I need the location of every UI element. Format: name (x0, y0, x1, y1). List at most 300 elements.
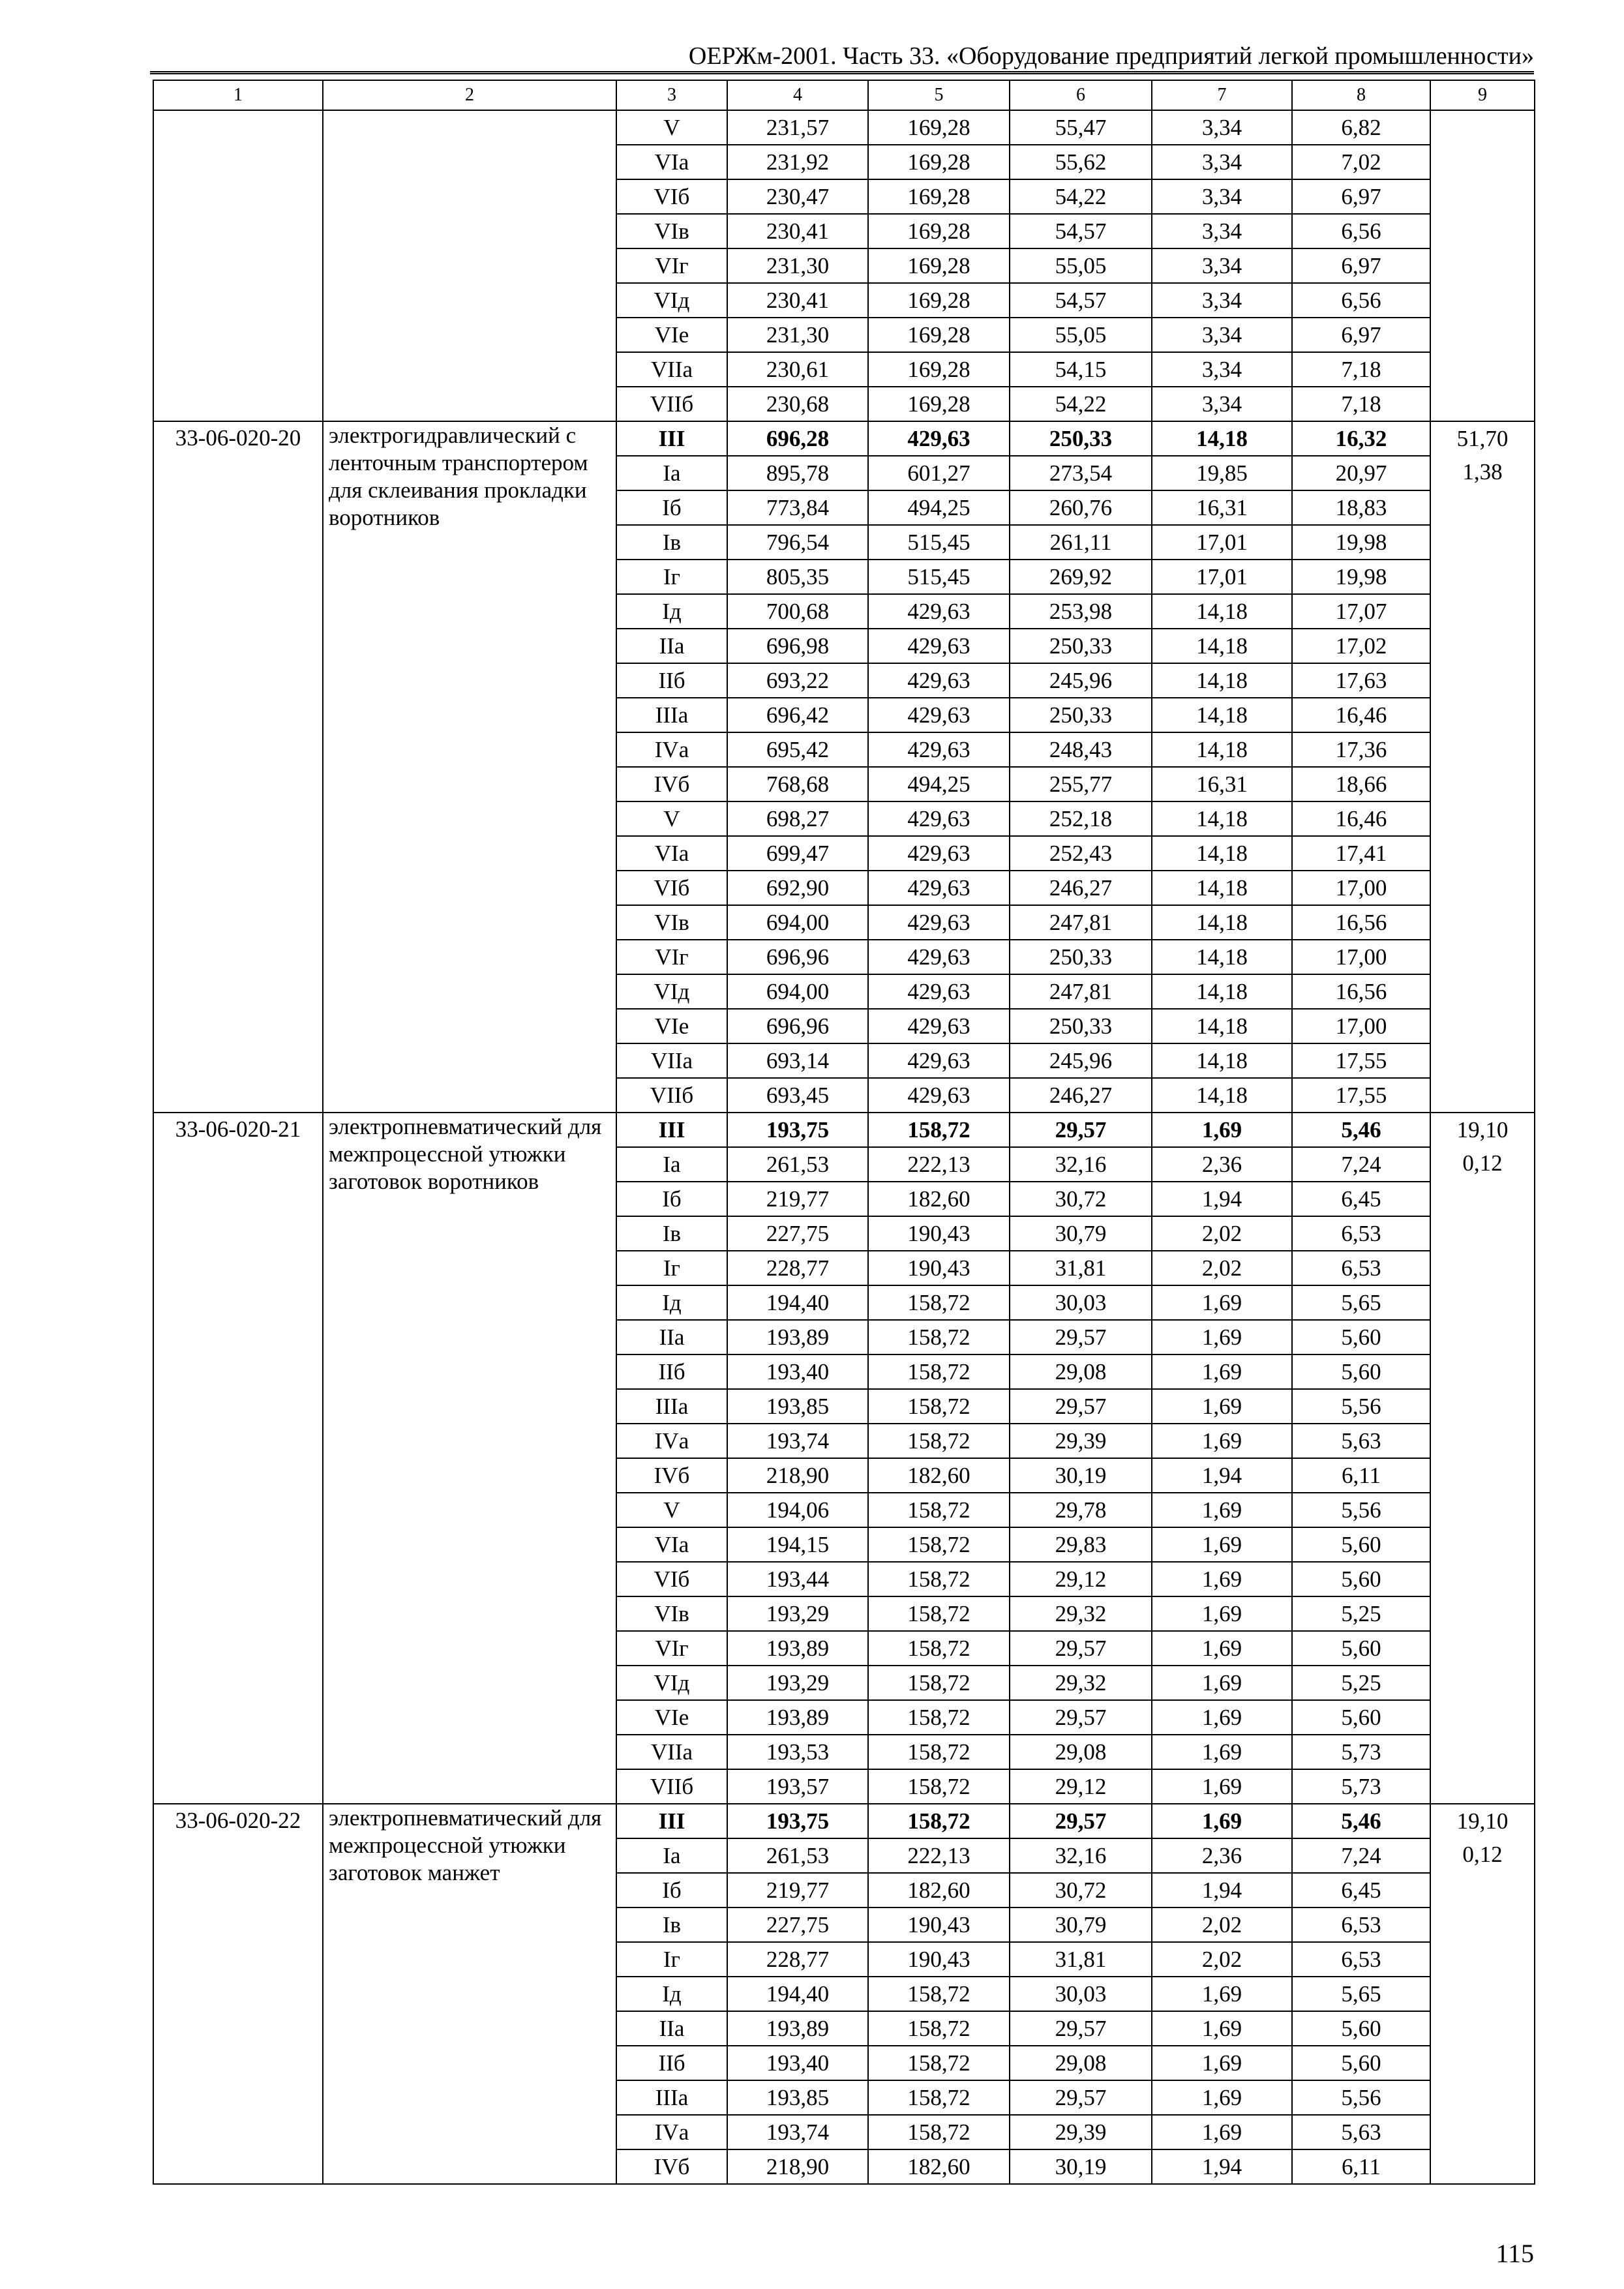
value-cell: 5,65 (1292, 1977, 1430, 2011)
column-9-cell (1430, 1804, 1535, 2184)
value-cell: 429,63 (868, 698, 1010, 732)
value-cell: 1,69 (1152, 2011, 1292, 2046)
value-cell: 6,53 (1292, 1908, 1430, 1942)
region-cell: VIг (616, 1631, 727, 1666)
value-cell: 1,69 (1152, 1666, 1292, 1700)
value-cell: 158,72 (868, 1113, 1010, 1147)
value-cell: 1,69 (1152, 1977, 1292, 2011)
value-cell: 158,72 (868, 1596, 1010, 1631)
value-cell: 19,98 (1292, 560, 1430, 594)
value-cell: 194,06 (727, 1493, 868, 1527)
value-cell: 429,63 (868, 1009, 1010, 1043)
page-number: 115 (1496, 2239, 1534, 2268)
value-cell: 29,57 (1010, 2011, 1152, 2046)
value-cell: 231,92 (727, 145, 868, 179)
item-description: электрогидравлический с ленточным транспортером для склеивания прокладки воротников (323, 421, 616, 1113)
value-cell: 29,32 (1010, 1666, 1152, 1700)
value-cell: 7,24 (1292, 1838, 1430, 1873)
value-cell: 158,72 (868, 1493, 1010, 1527)
value-cell: 698,27 (727, 801, 868, 836)
value-cell: 55,05 (1010, 248, 1152, 283)
region-cell: IIб (616, 2046, 727, 2080)
value-cell: 14,18 (1152, 732, 1292, 767)
value-cell: 5,60 (1292, 2046, 1430, 2080)
value-cell: 273,54 (1010, 456, 1152, 490)
value-cell: 158,72 (868, 1804, 1010, 1838)
region-cell: VIIб (616, 1769, 727, 1804)
region-cell: IIа (616, 1320, 727, 1354)
region-cell: IVа (616, 2115, 727, 2149)
value-cell: 5,63 (1292, 2115, 1430, 2149)
value-cell: 696,28 (727, 421, 868, 456)
value-cell: 16,46 (1292, 698, 1430, 732)
value-cell: 32,16 (1010, 1838, 1152, 1873)
value-cell: 2,36 (1152, 1147, 1292, 1182)
value-cell: 158,72 (868, 1562, 1010, 1596)
column-numbers-row (153, 80, 1535, 110)
table-row (153, 1804, 1535, 1838)
value-cell: 773,84 (727, 490, 868, 525)
item-code: 33-06-020-20 (153, 421, 323, 1113)
value-cell: 55,47 (1010, 110, 1152, 145)
region-cell: VIв (616, 1596, 727, 1631)
value-cell: 6,45 (1292, 1873, 1430, 1908)
value-cell: 17,55 (1292, 1043, 1430, 1078)
region-cell: VIе (616, 318, 727, 352)
region-cell: III (616, 421, 727, 456)
value-cell: 14,18 (1152, 698, 1292, 732)
value-cell: 55,05 (1010, 318, 1152, 352)
value-cell: 250,33 (1010, 629, 1152, 663)
value-cell: 169,28 (868, 145, 1010, 179)
value-cell: 230,41 (727, 214, 868, 248)
value-cell: 230,68 (727, 387, 868, 421)
column-number: 8 (1292, 80, 1430, 110)
value-cell: 805,35 (727, 560, 868, 594)
value-cell: 193,89 (727, 1631, 868, 1666)
region-cell: VIд (616, 974, 727, 1009)
value-cell: 20,97 (1292, 456, 1430, 490)
value-cell: 193,85 (727, 1389, 868, 1424)
value-cell: 17,36 (1292, 732, 1430, 767)
region-cell: VIд (616, 283, 727, 318)
value-cell: 158,72 (868, 1424, 1010, 1458)
value-cell: 429,63 (868, 663, 1010, 698)
value-cell: 494,25 (868, 767, 1010, 801)
value-cell: 5,56 (1292, 2080, 1430, 2115)
value-cell: 1,69 (1152, 1769, 1292, 1804)
value-cell: 14,18 (1152, 801, 1292, 836)
value-cell: 1,69 (1152, 1700, 1292, 1735)
value-cell: 30,03 (1010, 1977, 1152, 2011)
value-cell: 3,34 (1152, 110, 1292, 145)
column-number: 6 (1010, 80, 1152, 110)
value-cell: 5,73 (1292, 1769, 1430, 1804)
value-cell: 29,57 (1010, 1320, 1152, 1354)
region-cell: VIIа (616, 352, 727, 387)
region-cell: IIIа (616, 698, 727, 732)
region-cell: Iв (616, 1216, 727, 1251)
value-cell: 269,92 (1010, 560, 1152, 594)
value-cell: 158,72 (868, 1285, 1010, 1320)
value-cell: 14,18 (1152, 1009, 1292, 1043)
value-cell: 14,18 (1152, 1043, 1292, 1078)
value-cell: 6,53 (1292, 1942, 1430, 1977)
value-cell: 193,29 (727, 1596, 868, 1631)
value-cell: 17,00 (1292, 871, 1430, 905)
value-cell: 158,72 (868, 2011, 1010, 2046)
value-cell: 29,57 (1010, 1804, 1152, 1838)
region-cell: IVб (616, 1458, 727, 1493)
value-cell: 17,00 (1292, 940, 1430, 974)
value-cell: 3,34 (1152, 387, 1292, 421)
value-cell: 17,02 (1292, 629, 1430, 663)
column-9-value: 51,70 (1456, 426, 1509, 451)
value-cell: 17,01 (1152, 525, 1292, 560)
region-cell: III (616, 1804, 727, 1838)
value-cell: 193,74 (727, 2115, 868, 2149)
value-cell: 5,60 (1292, 1354, 1430, 1389)
region-cell: Iв (616, 525, 727, 560)
value-cell: 252,43 (1010, 836, 1152, 871)
value-cell: 230,47 (727, 179, 868, 214)
value-cell: 601,27 (868, 456, 1010, 490)
value-cell: 1,69 (1152, 1735, 1292, 1769)
value-cell: 247,81 (1010, 905, 1152, 940)
value-cell: 14,18 (1152, 974, 1292, 1009)
table-row (153, 1113, 1535, 1147)
value-cell: 219,77 (727, 1182, 868, 1216)
value-cell: 5,60 (1292, 1562, 1430, 1596)
value-cell: 158,72 (868, 1977, 1010, 2011)
region-cell: IIа (616, 629, 727, 663)
value-cell: 696,96 (727, 940, 868, 974)
value-cell: 30,19 (1010, 1458, 1152, 1493)
value-cell: 29,57 (1010, 1113, 1152, 1147)
region-cell: V (616, 1493, 727, 1527)
value-cell: 429,63 (868, 905, 1010, 940)
column-9-cell (1430, 421, 1535, 1113)
value-cell: 5,60 (1292, 1700, 1430, 1735)
value-cell: 5,46 (1292, 1113, 1430, 1147)
value-cell: 14,18 (1152, 421, 1292, 456)
value-cell: 54,57 (1010, 214, 1152, 248)
value-cell: 158,72 (868, 1354, 1010, 1389)
value-cell: 29,57 (1010, 2080, 1152, 2115)
region-cell: VIIб (616, 387, 727, 421)
value-cell: 695,42 (727, 732, 868, 767)
column-9-value: 1,38 (1462, 459, 1503, 485)
value-cell: 190,43 (868, 1251, 1010, 1285)
value-cell: 30,72 (1010, 1873, 1152, 1908)
value-cell: 2,02 (1152, 1216, 1292, 1251)
region-cell: VIе (616, 1009, 727, 1043)
value-cell: 1,69 (1152, 1424, 1292, 1458)
value-cell: 29,57 (1010, 1389, 1152, 1424)
value-cell: 5,60 (1292, 1320, 1430, 1354)
region-cell: VIIб (616, 1078, 727, 1113)
item-description: электропневматический для межпроцессной утюжки заготовок воротников (323, 1113, 616, 1804)
value-cell: 2,02 (1152, 1908, 1292, 1942)
value-cell: 2,36 (1152, 1838, 1292, 1873)
column-number: 3 (616, 80, 727, 110)
value-cell: 694,00 (727, 974, 868, 1009)
value-cell: 30,03 (1010, 1285, 1152, 1320)
value-cell: 17,63 (1292, 663, 1430, 698)
value-cell: 768,68 (727, 767, 868, 801)
column-number: 5 (868, 80, 1010, 110)
value-cell: 169,28 (868, 283, 1010, 318)
value-cell: 17,55 (1292, 1078, 1430, 1113)
value-cell: 1,94 (1152, 1182, 1292, 1216)
region-cell: VIг (616, 248, 727, 283)
value-cell: 227,75 (727, 1908, 868, 1942)
value-cell: 193,57 (727, 1769, 868, 1804)
value-cell: 169,28 (868, 352, 1010, 387)
value-cell: 222,13 (868, 1147, 1010, 1182)
value-cell: 54,15 (1010, 352, 1152, 387)
region-cell: VIв (616, 214, 727, 248)
value-cell: 429,63 (868, 1043, 1010, 1078)
value-cell: 219,77 (727, 1873, 868, 1908)
region-cell: Iа (616, 456, 727, 490)
value-cell: 247,81 (1010, 974, 1152, 1009)
value-cell: 2,02 (1152, 1251, 1292, 1285)
value-cell: 30,19 (1010, 2149, 1152, 2184)
value-cell: 222,13 (868, 1838, 1010, 1873)
value-cell: 182,60 (868, 1182, 1010, 1216)
value-cell: 193,89 (727, 1320, 868, 1354)
value-cell: 54,22 (1010, 387, 1152, 421)
value-cell: 248,43 (1010, 732, 1152, 767)
column-9-value: 0,12 (1462, 1842, 1503, 1867)
value-cell: 1,69 (1152, 1631, 1292, 1666)
value-cell: 231,30 (727, 318, 868, 352)
value-cell: 3,34 (1152, 283, 1292, 318)
value-cell: 696,98 (727, 629, 868, 663)
value-cell: 255,77 (1010, 767, 1152, 801)
value-cell: 1,94 (1152, 1458, 1292, 1493)
region-cell: Iг (616, 1942, 727, 1977)
value-cell: 218,90 (727, 1458, 868, 1493)
value-cell: 29,57 (1010, 1700, 1152, 1735)
value-cell: 6,97 (1292, 318, 1430, 352)
table-row (153, 421, 1535, 456)
value-cell: 158,72 (868, 2080, 1010, 2115)
value-cell: 5,46 (1292, 1804, 1430, 1838)
region-cell: VIа (616, 145, 727, 179)
item-description (323, 110, 616, 421)
value-cell: 55,62 (1010, 145, 1152, 179)
value-cell: 250,33 (1010, 421, 1152, 456)
value-cell: 14,18 (1152, 871, 1292, 905)
value-cell: 515,45 (868, 525, 1010, 560)
item-description: электропневматический для межпроцессной утюжки заготовок манжет (323, 1804, 616, 2184)
region-cell: Iб (616, 1182, 727, 1216)
region-cell: Iб (616, 490, 727, 525)
value-cell: 1,69 (1152, 1527, 1292, 1562)
column-9-value: 19,10 (1456, 1117, 1509, 1143)
value-cell: 6,53 (1292, 1216, 1430, 1251)
value-cell: 7,18 (1292, 352, 1430, 387)
value-cell: 29,57 (1010, 1631, 1152, 1666)
region-cell: V (616, 110, 727, 145)
value-cell: 14,18 (1152, 1078, 1292, 1113)
value-cell: 169,28 (868, 387, 1010, 421)
value-cell: 31,81 (1010, 1251, 1152, 1285)
value-cell: 54,22 (1010, 179, 1152, 214)
value-cell: 158,72 (868, 1769, 1010, 1804)
value-cell: 169,28 (868, 214, 1010, 248)
column-9-value: 19,10 (1456, 1808, 1509, 1834)
value-cell: 19,85 (1152, 456, 1292, 490)
value-cell: 194,40 (727, 1977, 868, 2011)
value-cell: 228,77 (727, 1251, 868, 1285)
value-cell: 2,02 (1152, 1942, 1292, 1977)
value-cell: 3,34 (1152, 145, 1292, 179)
value-cell: 17,41 (1292, 836, 1430, 871)
region-cell: VIд (616, 1666, 727, 1700)
value-cell: 429,63 (868, 421, 1010, 456)
value-cell: 158,72 (868, 2046, 1010, 2080)
value-cell: 250,33 (1010, 940, 1152, 974)
value-cell: 194,15 (727, 1527, 868, 1562)
value-cell: 3,34 (1152, 318, 1292, 352)
rates-table (153, 80, 1535, 2185)
value-cell: 231,30 (727, 248, 868, 283)
value-cell: 158,72 (868, 1735, 1010, 1769)
value-cell: 30,79 (1010, 1216, 1152, 1251)
value-cell: 6,97 (1292, 179, 1430, 214)
value-cell: 6,56 (1292, 214, 1430, 248)
value-cell: 1,69 (1152, 1596, 1292, 1631)
value-cell: 31,81 (1010, 1942, 1152, 1977)
column-9-cell (1430, 110, 1535, 421)
item-code (153, 110, 323, 421)
value-cell: 5,56 (1292, 1493, 1430, 1527)
column-number: 9 (1430, 80, 1535, 110)
value-cell: 1,69 (1152, 2080, 1292, 2115)
value-cell: 158,72 (868, 1666, 1010, 1700)
value-cell: 158,72 (868, 1389, 1010, 1424)
value-cell: 182,60 (868, 2149, 1010, 2184)
value-cell: 246,27 (1010, 871, 1152, 905)
value-cell: 227,75 (727, 1216, 868, 1251)
value-cell: 169,28 (868, 179, 1010, 214)
region-cell: VIа (616, 1527, 727, 1562)
value-cell: 6,82 (1292, 110, 1430, 145)
value-cell: 193,89 (727, 2011, 868, 2046)
column-number: 4 (727, 80, 868, 110)
value-cell: 193,75 (727, 1804, 868, 1838)
value-cell: 14,18 (1152, 594, 1292, 629)
value-cell: 29,08 (1010, 2046, 1152, 2080)
value-cell: 1,94 (1152, 2149, 1292, 2184)
value-cell: 796,54 (727, 525, 868, 560)
value-cell: 429,63 (868, 1078, 1010, 1113)
value-cell: 3,34 (1152, 214, 1292, 248)
value-cell: 54,57 (1010, 283, 1152, 318)
value-cell: 429,63 (868, 871, 1010, 905)
region-cell: IVб (616, 767, 727, 801)
value-cell: 3,34 (1152, 179, 1292, 214)
value-cell: 193,44 (727, 1562, 868, 1596)
value-cell: 1,69 (1152, 1804, 1292, 1838)
value-cell: 692,90 (727, 871, 868, 905)
value-cell: 17,07 (1292, 594, 1430, 629)
value-cell: 29,78 (1010, 1493, 1152, 1527)
value-cell: 158,72 (868, 2115, 1010, 2149)
value-cell: 16,46 (1292, 801, 1430, 836)
value-cell: 158,72 (868, 1631, 1010, 1666)
value-cell: 17,00 (1292, 1009, 1430, 1043)
value-cell: 5,56 (1292, 1389, 1430, 1424)
region-cell: IIб (616, 1354, 727, 1389)
region-cell: VIб (616, 1562, 727, 1596)
value-cell: 16,31 (1152, 767, 1292, 801)
value-cell: 29,32 (1010, 1596, 1152, 1631)
value-cell: 696,42 (727, 698, 868, 732)
column-number: 2 (323, 80, 616, 110)
value-cell: 231,57 (727, 110, 868, 145)
value-cell: 429,63 (868, 801, 1010, 836)
value-cell: 182,60 (868, 1458, 1010, 1493)
value-cell: 182,60 (868, 1873, 1010, 1908)
value-cell: 14,18 (1152, 663, 1292, 698)
value-cell: 429,63 (868, 940, 1010, 974)
value-cell: 693,14 (727, 1043, 868, 1078)
region-cell: Iг (616, 560, 727, 594)
value-cell: 6,11 (1292, 2149, 1430, 2184)
region-cell: IIIа (616, 2080, 727, 2115)
value-cell: 14,18 (1152, 905, 1292, 940)
region-cell: VIIа (616, 1735, 727, 1769)
value-cell: 17,01 (1152, 560, 1292, 594)
value-cell: 29,83 (1010, 1527, 1152, 1562)
table-row (153, 110, 1535, 145)
value-cell: 1,69 (1152, 1354, 1292, 1389)
value-cell: 429,63 (868, 594, 1010, 629)
region-cell: Iб (616, 1873, 727, 1908)
value-cell: 699,47 (727, 836, 868, 871)
value-cell: 16,56 (1292, 974, 1430, 1009)
value-cell: 16,31 (1152, 490, 1292, 525)
region-cell: VIв (616, 905, 727, 940)
value-cell: 18,66 (1292, 767, 1430, 801)
value-cell: 693,45 (727, 1078, 868, 1113)
value-cell: 190,43 (868, 1216, 1010, 1251)
region-cell: VIб (616, 179, 727, 214)
value-cell: 193,40 (727, 1354, 868, 1389)
value-cell: 261,11 (1010, 525, 1152, 560)
value-cell: 16,32 (1292, 421, 1430, 456)
item-code: 33-06-020-21 (153, 1113, 323, 1804)
value-cell: 1,94 (1152, 1873, 1292, 1908)
value-cell: 14,18 (1152, 836, 1292, 871)
value-cell: 253,98 (1010, 594, 1152, 629)
value-cell: 1,69 (1152, 2046, 1292, 2080)
region-cell: Iа (616, 1147, 727, 1182)
value-cell: 16,56 (1292, 905, 1430, 940)
region-cell: Iг (616, 1251, 727, 1285)
value-cell: 250,33 (1010, 1009, 1152, 1043)
item-code: 33-06-020-22 (153, 1804, 323, 2184)
value-cell: 169,28 (868, 110, 1010, 145)
value-cell: 19,98 (1292, 525, 1430, 560)
value-cell: 190,43 (868, 1942, 1010, 1977)
value-cell: 7,24 (1292, 1147, 1430, 1182)
value-cell: 245,96 (1010, 1043, 1152, 1078)
